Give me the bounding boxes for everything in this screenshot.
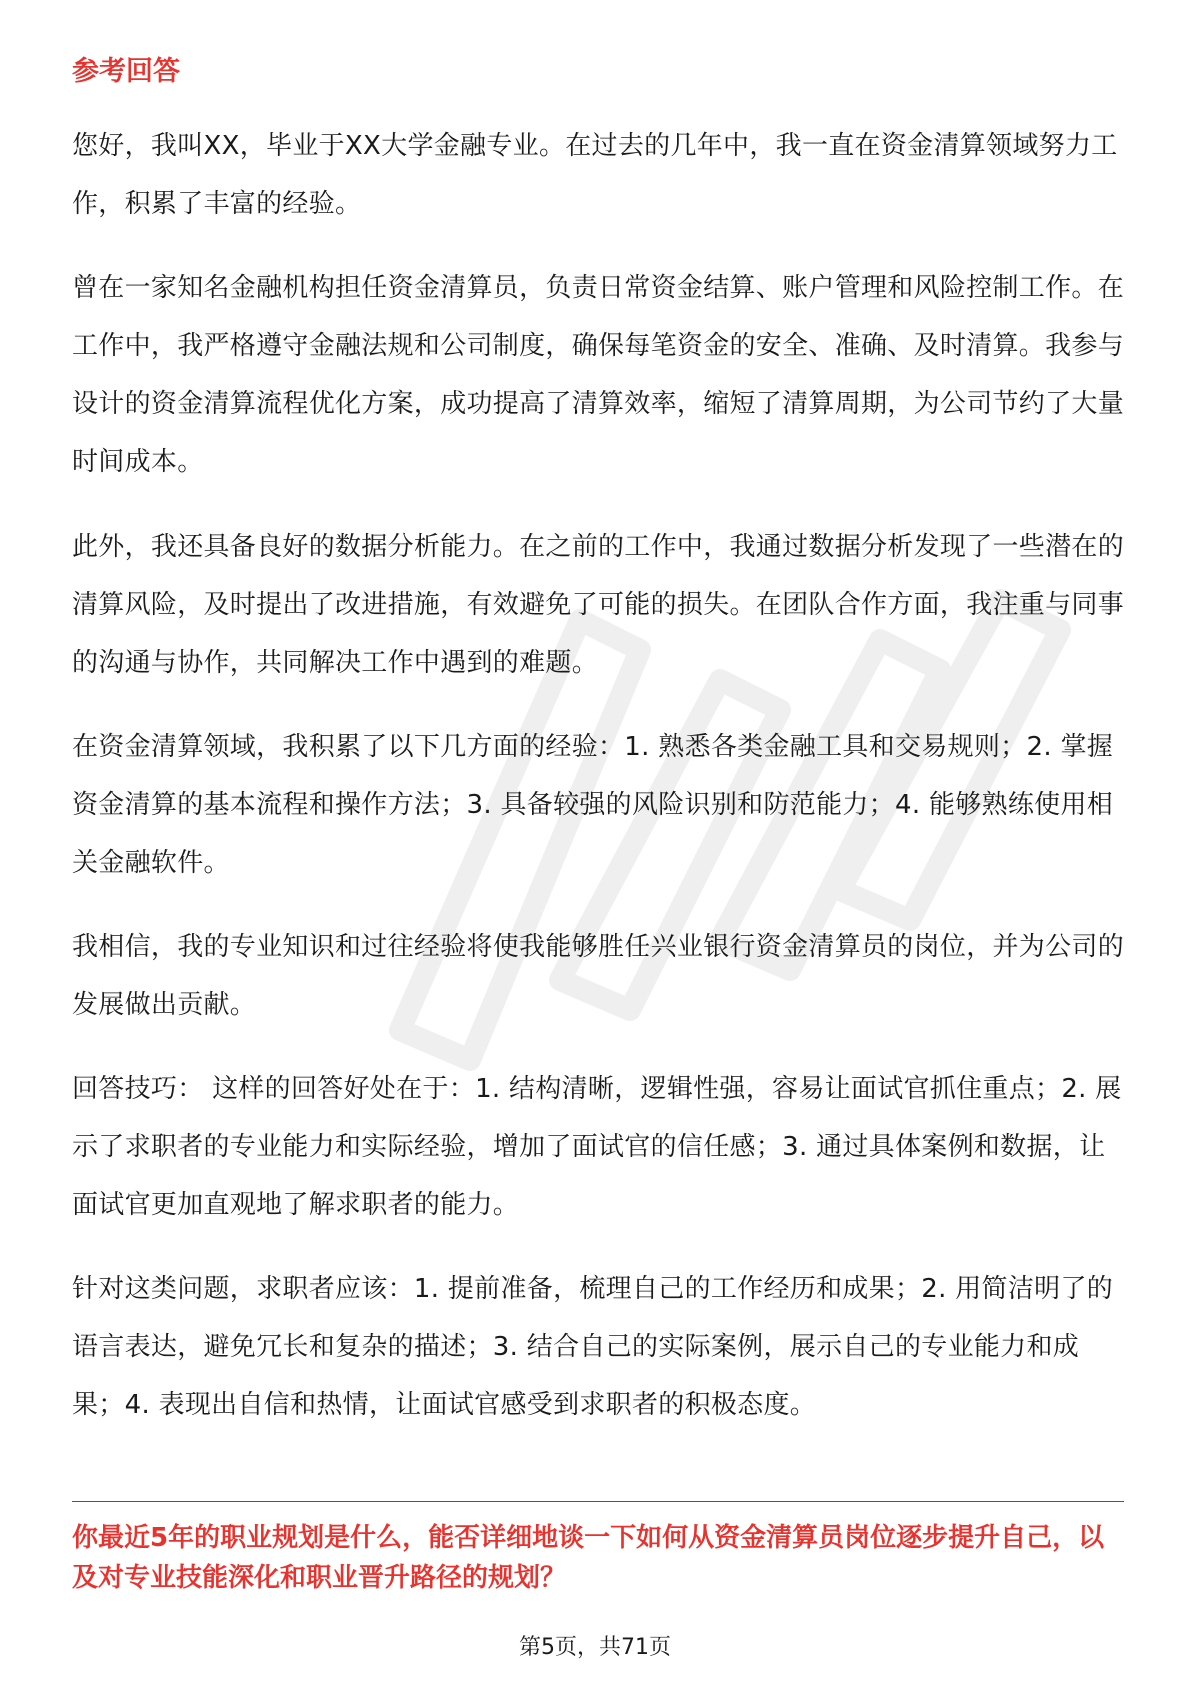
- answer-paragraph: 此外，我还具备良好的数据分析能力。在之前的工作中，我通过数据分析发现了一些潜在的清算风险，及时提出了改进措施，有效避免了可能的损失。在团队合作方面，我注重与同事的沟通与协作，共同解决工作中遇到的难题。: [72, 532, 1125, 678]
- section-divider: [72, 1501, 1124, 1502]
- tips-paragraph: 回答技巧： 这样的回答好处在于：1. 结构清晰，逻辑性强，容易让面试官抓住重点；2. 展示了求职者的专业能力和实际经验，增加了面试官的信任感；3. 通过具体案例和数据，让面试官更加直观地了解求职者的能力。: [72, 1074, 1122, 1220]
- next-question: 你最近5年的职业规划是什么，能否详细地谈一下如何从资金清算员岗位逐步提升自己，以及对专业技能深化和职业晋升路径的规划？: [72, 1523, 1105, 1593]
- section-heading: 参考回答: [72, 56, 180, 87]
- answer-paragraph: 在资金清算领域，我积累了以下几方面的经验：1. 熟悉各类金融工具和交易规则；2. 掌握资金清算的基本流程和操作方法；3. 具备较强的风险识别和防范能力；4. 能够熟练使用相关金融软件。: [72, 732, 1114, 878]
- answer-paragraph: 我相信，我的专业知识和过往经验将使我能够胜任兴业银行资金清算员的岗位，并为公司的发展做出贡献。: [72, 932, 1125, 1020]
- answer-paragraph: 曾在一家知名金融机构担任资金清算员，负责日常资金结算、账户管理和风险控制工作。在工作中，我严格遵守金融法规和公司制度，确保每笔资金的安全、准确、及时清算。我参与设计的资金清算流程优化方案，成功提高了清算效率，缩短了清算周期，为公司节约了大量时间成本。: [72, 273, 1125, 477]
- advice-paragraph: 针对这类问题，求职者应该：1. 提前准备，梳理自己的工作经历和成果；2. 用简洁明了的语言表达，避免冗长和复杂的描述；3. 结合自己的实际案例，展示自己的专业能力和成果；4. 表现出自信和热情，让面试官感受到求职者的积极态度。: [72, 1274, 1114, 1420]
- answer-paragraph: 您好，我叫XX，毕业于XX大学金融专业。在过去的几年中，我一直在资金清算领域努力工作，积累了丰富的经验。: [72, 131, 1118, 219]
- page-number-footer: 第5页，共71页: [519, 1635, 671, 1660]
